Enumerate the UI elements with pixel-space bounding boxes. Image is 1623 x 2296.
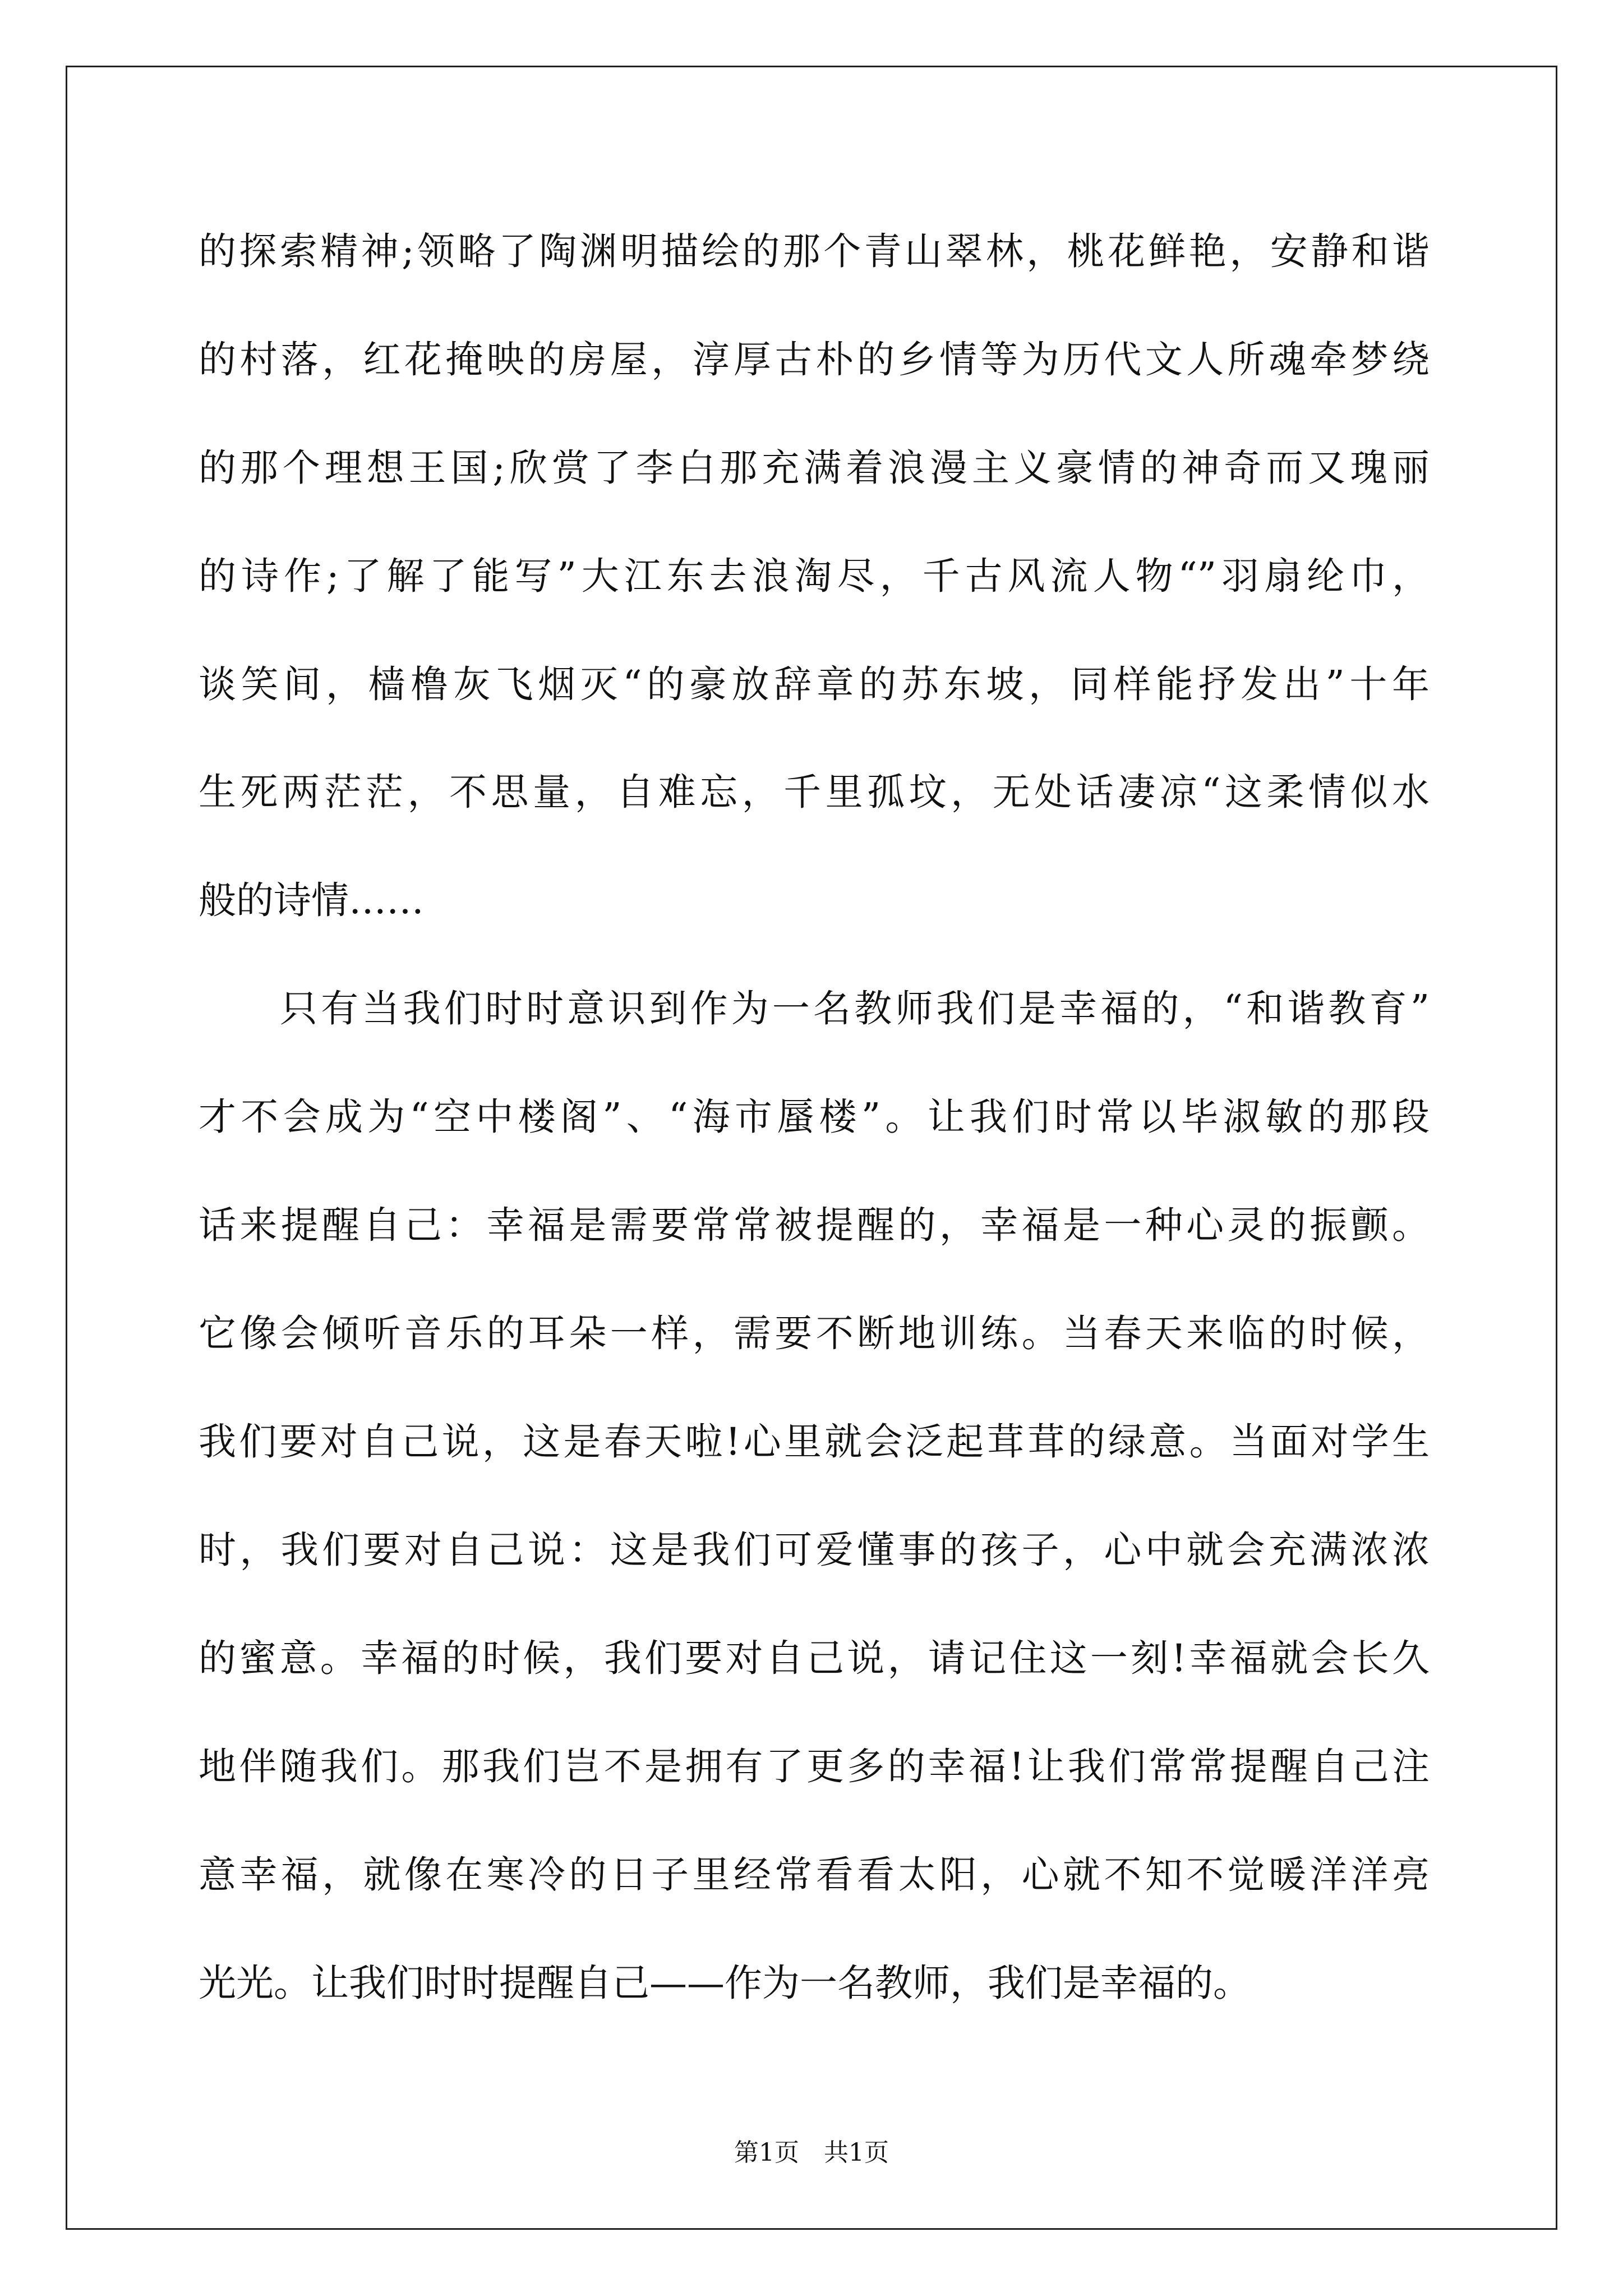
paragraph-first-line: 只有当我们时时意识到作为一名教师我们是幸福的，“和谐教育”	[280, 987, 1430, 1030]
text-line: 地伴随我们。那我们岂不是拥有了更多的幸福!让我们常常提醒自己注	[199, 1745, 1430, 1788]
text-line: 的诗作;了解了能写”大江东去浪淘尽，千古风流人物“”羽扇纶巾，	[199, 554, 1430, 598]
text-line: 时，我们要对自己说：这是我们可爱懂事的孩子，心中就会充满浓浓	[199, 1528, 1430, 1572]
text-line: 光光。让我们时时提醒自己——作为一名教师，我们是幸福的。	[199, 1961, 1251, 2005]
text-line: 般的诗情……	[199, 878, 424, 922]
text-line: 它像会倾听音乐的耳朵一样，需要不断地训练。当春天来临的时候，	[199, 1312, 1430, 1355]
text-line: 的村落，红花掩映的房屋，淳厚古朴的乡情等为历代文人所魂牵梦绕	[199, 338, 1430, 381]
text-line: 的探索精神;领略了陶渊明描绘的那个青山翠林，桃花鲜艳，安静和谐	[199, 229, 1430, 273]
text-line: 话来提醒自己：幸福是需要常常被提醒的，幸福是一种心灵的振颤。	[199, 1203, 1430, 1247]
text-line: 我们要对自己说，这是春天啦!心里就会泛起茸茸的绿意。当面对学生	[199, 1420, 1430, 1464]
text-line: 的蜜意。幸福的时候，我们要对自己说，请记住这一刻!幸福就会长久	[199, 1636, 1430, 1680]
text-line: 生死两茫茫，不思量，自难忘，千里孤坟，无处话凄凉“这柔情似水	[199, 770, 1430, 814]
text-line: 意幸福，就像在寒冷的日子里经常看看太阳，心就不知不觉暖洋洋亮	[199, 1853, 1430, 1897]
page-number-footer: 第1页 共1页	[734, 2138, 889, 2167]
text-line: 才不会成为“空中楼阁”、“海市蜃楼”。让我们时常以毕淑敏的那段	[199, 1095, 1430, 1139]
text-line: 谈笑间，樯橹灰飞烟灭“的豪放辞章的苏东坡，同样能抒发出”十年	[199, 662, 1430, 706]
text-line: 的那个理想王国;欣赏了李白那充满着浪漫主义豪情的神奇而又瑰丽	[199, 446, 1430, 490]
